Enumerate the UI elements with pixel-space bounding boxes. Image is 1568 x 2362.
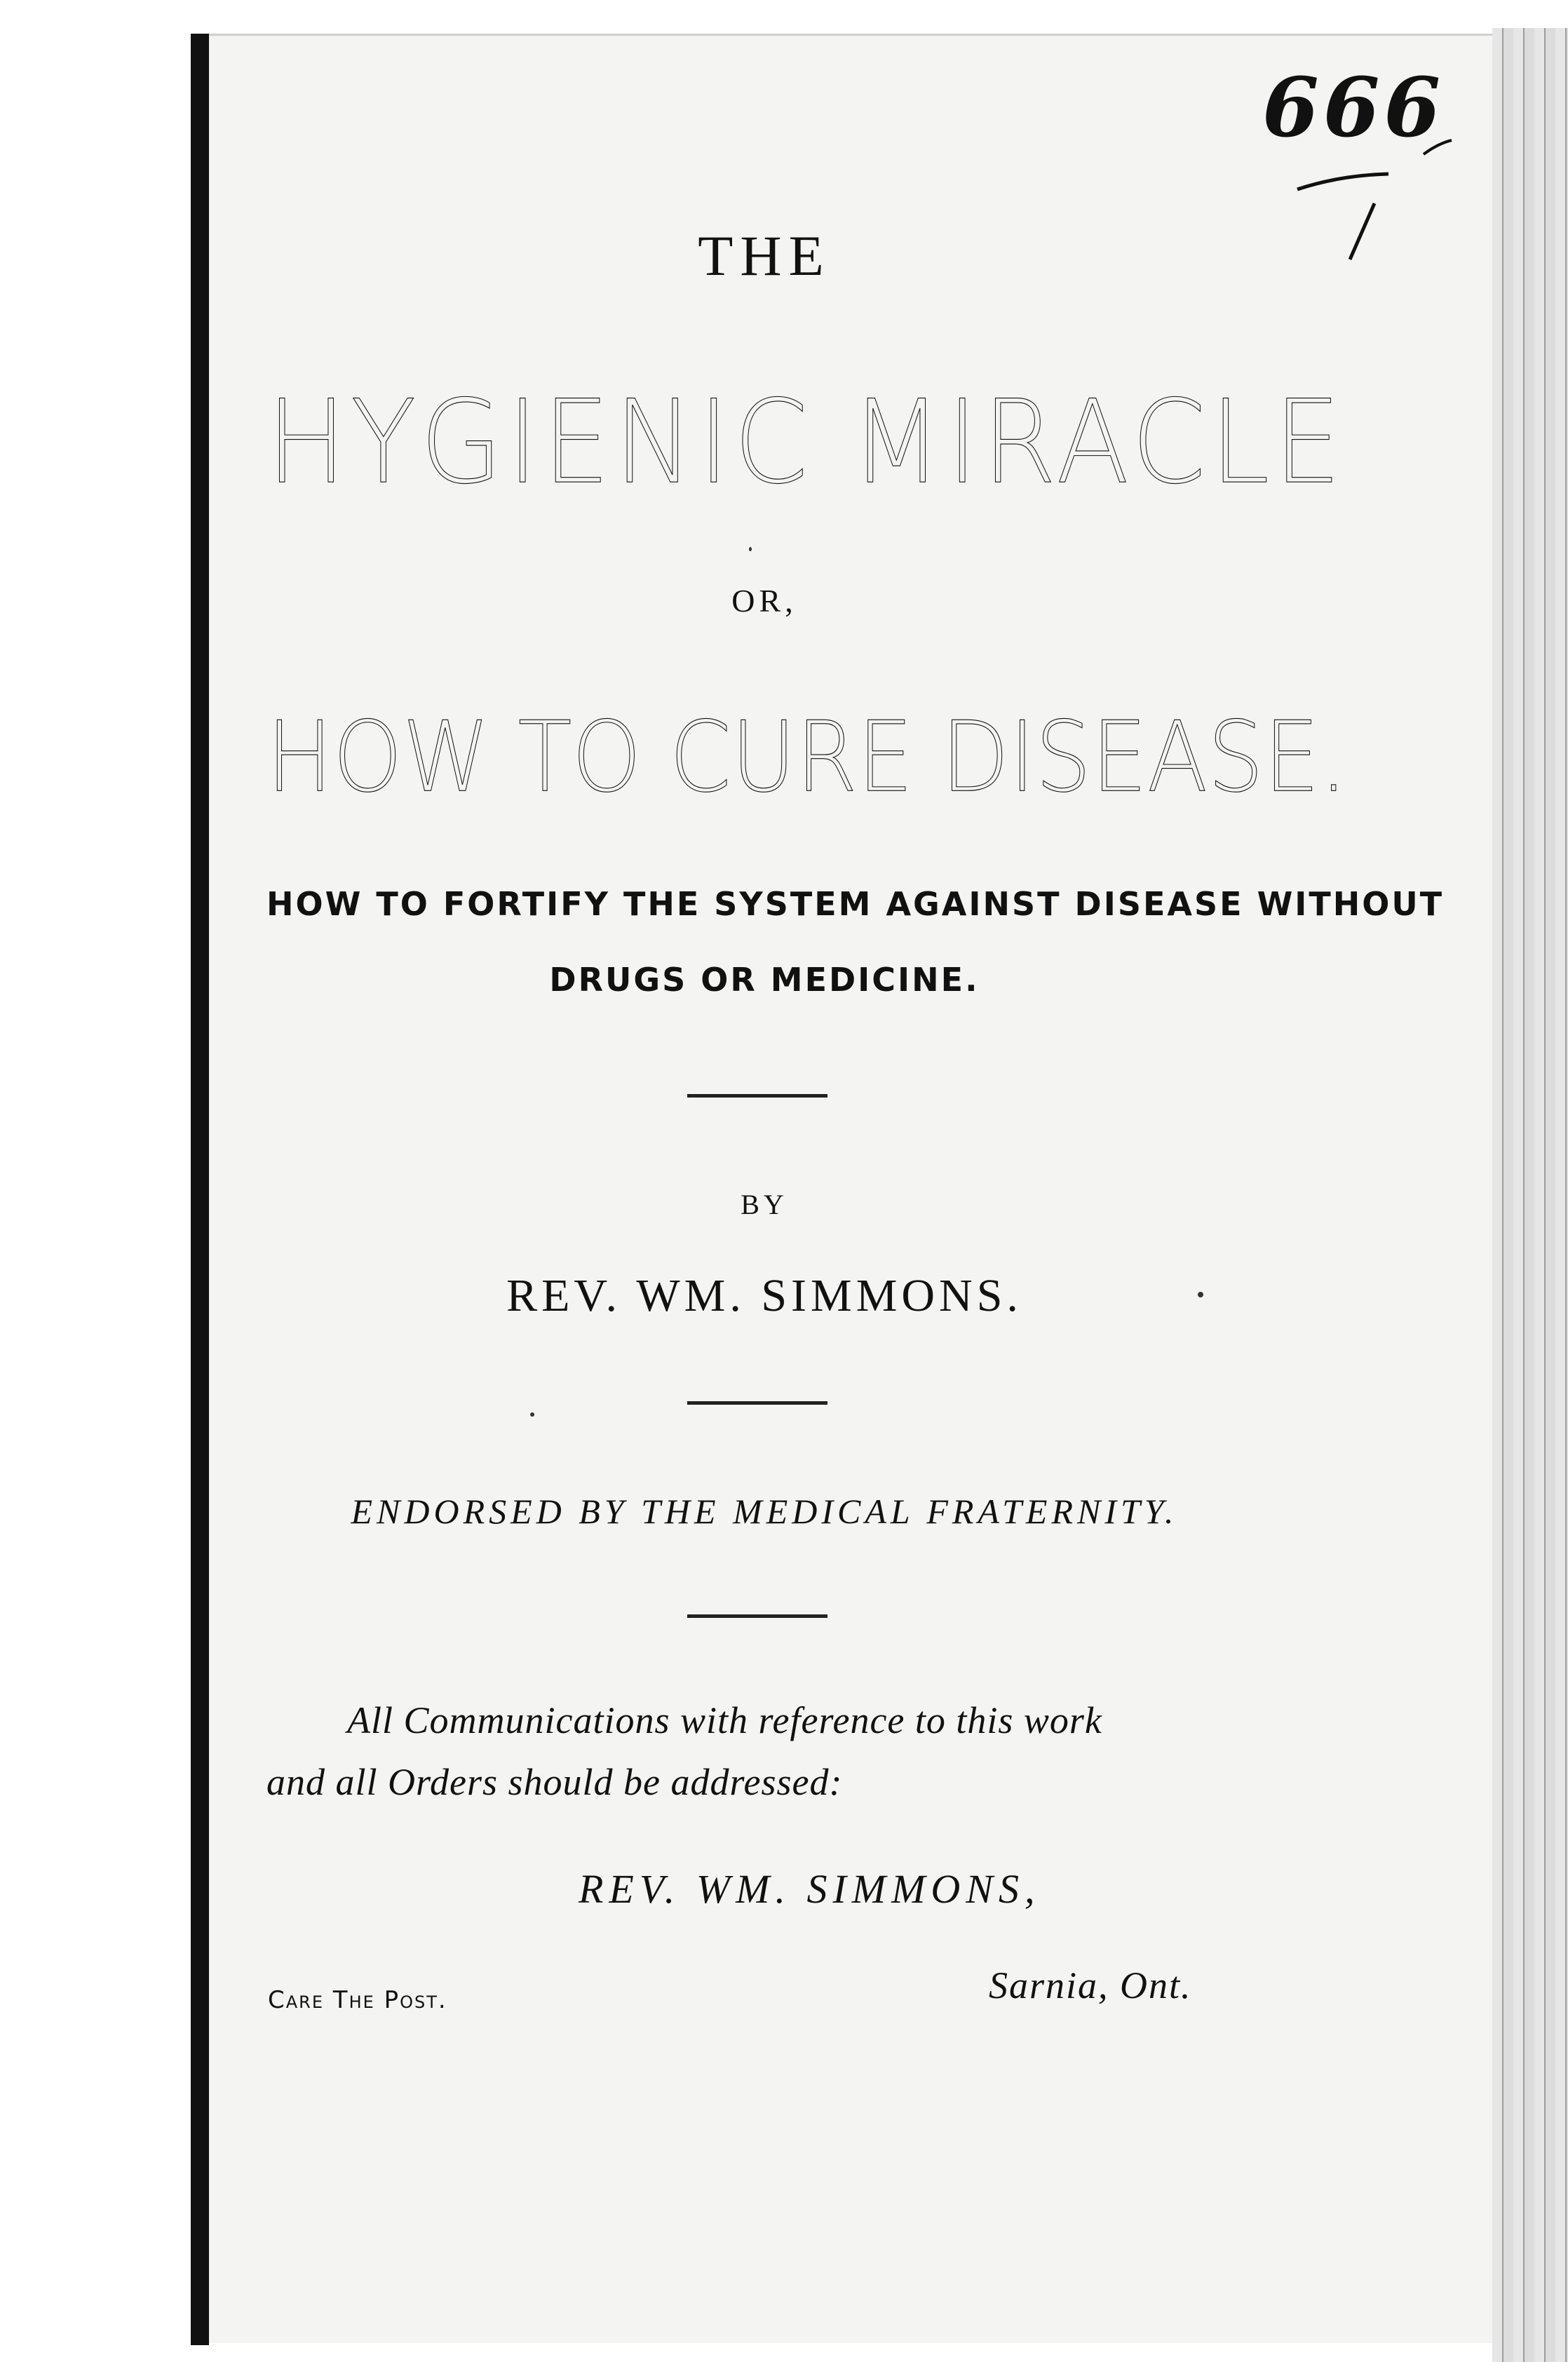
title-conjunction: OR, xyxy=(731,583,797,619)
main-title: HYGIENIC MIRACLE xyxy=(266,374,1346,510)
divider-rule xyxy=(687,1614,827,1618)
title-article: THE xyxy=(698,224,831,288)
tagline-line-2: DRUGS OR MEDICINE. xyxy=(549,961,980,999)
divider-rule xyxy=(687,1094,827,1098)
communications-line-1: All Communications with reference to this work xyxy=(347,1699,1102,1741)
tagline-line-1: HOW TO FORTIFY THE SYSTEM AGAINST DISEASE WITHOUT xyxy=(266,885,1445,923)
book-spine xyxy=(191,34,209,2345)
by-label: BY xyxy=(741,1189,788,1220)
care-of-line: Care The Post. xyxy=(268,1986,447,2014)
page-edges xyxy=(1492,28,1568,2362)
handwritten-catalog-number: 666 xyxy=(1262,60,1445,156)
handwritten-stroke-mark xyxy=(1283,133,1466,288)
endorsement: ENDORSED BY THE MEDICAL FRATERNITY. xyxy=(351,1492,1178,1531)
ink-speck xyxy=(1198,1292,1203,1297)
address-location: Sarnia, Ont. xyxy=(989,1964,1192,2006)
ink-speck xyxy=(749,547,752,551)
divider-rule xyxy=(687,1401,827,1405)
author-name: REV. WM. SIMMONS. xyxy=(506,1270,1022,1321)
ink-speck xyxy=(530,1412,534,1417)
subtitle: HOW TO CURE DISEASE. xyxy=(266,700,1348,814)
left-margin xyxy=(0,0,191,2362)
address-name: REV. WM. SIMMONS, xyxy=(579,1866,1041,1912)
communications-line-2: and all Orders should be addressed: xyxy=(266,1761,843,1803)
